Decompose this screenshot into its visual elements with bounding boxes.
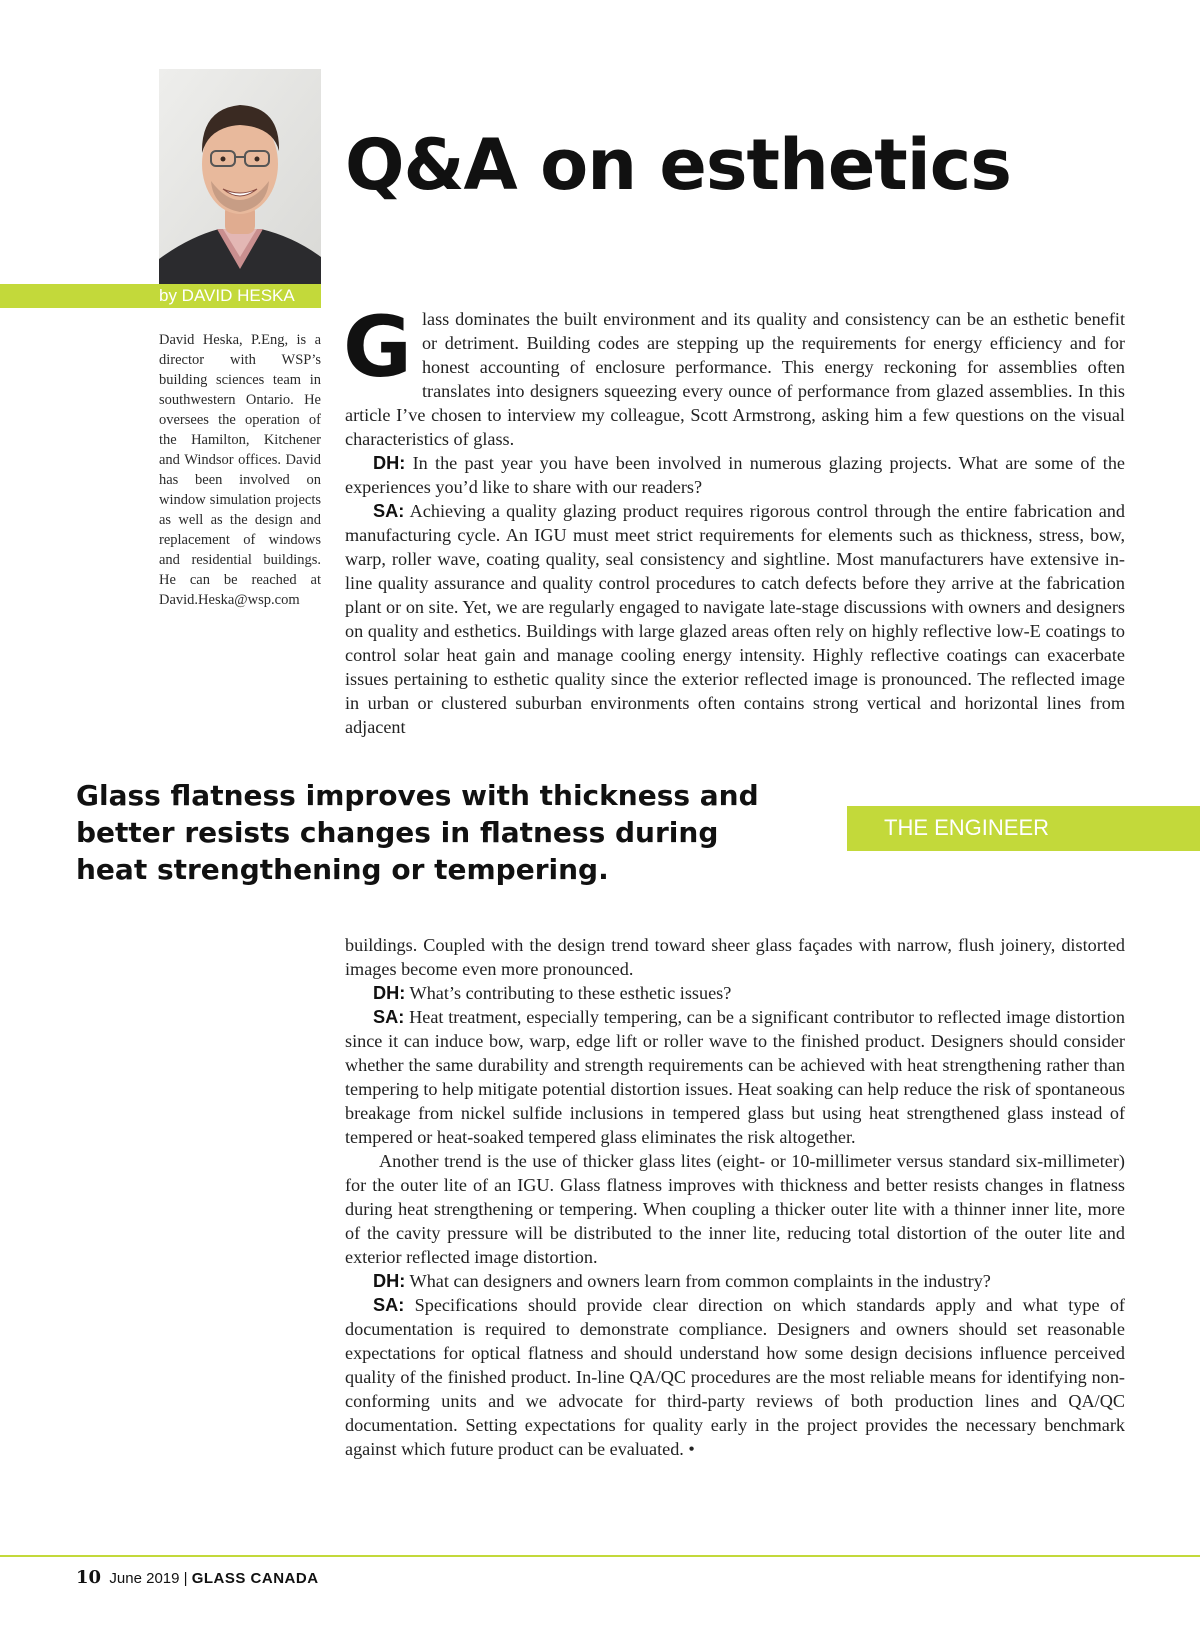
intro-text: lass dominates the built environment and its quality and consistency can be an esthetic benefit or detriment. Building codes are stepping up the requirements for energy efficiency and for honest accounting of enclosure performance. This energy reckoning for assemblies often translates into designers squeezing every ounce of performance from glazed assemblies. In this article I’ve chosen to interview my colleague, Scott Armstrong, asking him a few questions on the visual characteristics of glass. <box>345 309 1125 449</box>
article-title: Q&A on esthetics <box>345 124 1011 206</box>
answer-1 <box>345 499 1125 739</box>
footer-rule <box>0 1555 1200 1557</box>
author-photo <box>159 69 321 284</box>
speaker-label: DH: <box>373 1271 406 1291</box>
question-text: In the past year you have been involved in numerous glazing projects. What are some of the experiences you’d like to share with our readers? <box>345 453 1126 497</box>
answer-2 <box>345 1005 1125 1149</box>
magazine-name: GLASS CANADA <box>191 1570 319 1587</box>
speaker-label: DH: <box>373 983 406 1003</box>
issue-date: June 2019 | <box>109 1570 188 1587</box>
speaker-label: SA: <box>373 1007 405 1027</box>
page-number: 10 <box>76 1567 102 1588</box>
author-bio: David Heska, P.Eng, is a director with WSP’s building sciences team in southwestern Ontario. He oversees the operation of the Hamilton, Kitchener and Windsor offices. David has been involved on window simulation projects as well as the design and replacement of windows and residential buildings. He can be reached at David.Heska@wsp.com <box>159 332 321 608</box>
answer-2-continued: Another trend is the use of thicker glass lites (eight- or 10-millimeter versus standard six-millimeter) for the outer lite of an IGU. Glass flatness improves with thickness and better resists changes in flatness during heat strengthening or tempering. When coupling a thicker outer lite with a thinner inner lite, more of the cavity pressure will be distributed to the inner lite, reducing total distortion of the outer lite and exterior reflected image distortion. <box>345 1151 1125 1267</box>
question-text: What’s contributing to these esthetic issues? <box>409 983 732 1003</box>
pull-quote: Glass flatness improves with thickness and better resists changes in flatness during heat strengthening or tempering. <box>76 779 759 886</box>
question-text: What can designers and owners learn from common complaints in the industry? <box>409 1271 991 1291</box>
answer-text: Achieving a quality glazing product requires rigorous control through the entire fabrication and manufacturing cycle. An IGU must meet strict requirements for elements such as thickness, stress, bow, warp, roller wave, coating quality, seal consistency and sightline. Most manufacturers have extensive in-line quality assurance and quality control procedures to catch defects before they arrive at the fabrication plant or on site. Yet, we are regularly engaged to navigate late-stage discussions with owners and designers on quality and esthetics. Buildings with large glazed areas often rely on highly reflective low-E coatings to control solar heat gain and manage cooling energy intensity. Highly reflective coatings can exacerbate issues pertaining to esthetic quality since the exterior reflected image is pronounced. The reflected image in urban or clustered suburban environments often contains strong vertical and horizontal lines from adjacent <box>345 501 1125 737</box>
question-1 <box>345 451 1125 499</box>
question-2 <box>345 981 1125 1005</box>
speaker-label: SA: <box>373 501 405 521</box>
question-3 <box>345 1269 1125 1293</box>
article-body-lower <box>345 933 1125 1461</box>
speaker-label: SA: <box>373 1295 405 1315</box>
answer-text: Specifications should provide clear direction on which standards apply and what type of documentation is required to demonstrate compliance. Designers and owners should set reasonable expectations for optical flatness and should understand how some design decisions influence perceived quality of the finished product. In-line QA/QC procedures are the most reliable means for identifying non-conforming units and we advocate for third-party reviews of both production lines and QA/QC documentation. Setting expectations for quality early in the project provides the necessary benchmark against which future product can be evaluated. • <box>345 1295 1125 1459</box>
drop-cap: G <box>343 298 412 396</box>
speaker-label: DH: <box>373 453 406 473</box>
intro-paragraph <box>343 298 1125 451</box>
article-body-upper <box>343 298 1126 739</box>
answer-3 <box>345 1293 1125 1461</box>
answer-text: Heat treatment, especially tempering, can be a significant contributor to reflected image distortion since it can induce bow, warp, edge lift or roller wave to the finished product. Designers should consider whether the same durability and strength requirements can be achieved with heat strengthening rather than tempering to help mitigate potential distortion issues. Heat soaking can help reduce the risk of spontaneous breakage from nickel sulfide inclusions in tempered glass but using heat strengthened glass instead of tempered or heat-soaked tempered glass eliminates the risk altogether. <box>345 1007 1125 1147</box>
answer-1-continued: buildings. Coupled with the design trend toward sheer glass façades with narrow, flush joinery, distorted images become even more pronounced. <box>345 935 1125 979</box>
page-footer <box>76 1568 319 1589</box>
section-label: THE ENGINEER <box>884 815 1050 840</box>
byline: by DAVID HESKA <box>159 286 295 305</box>
